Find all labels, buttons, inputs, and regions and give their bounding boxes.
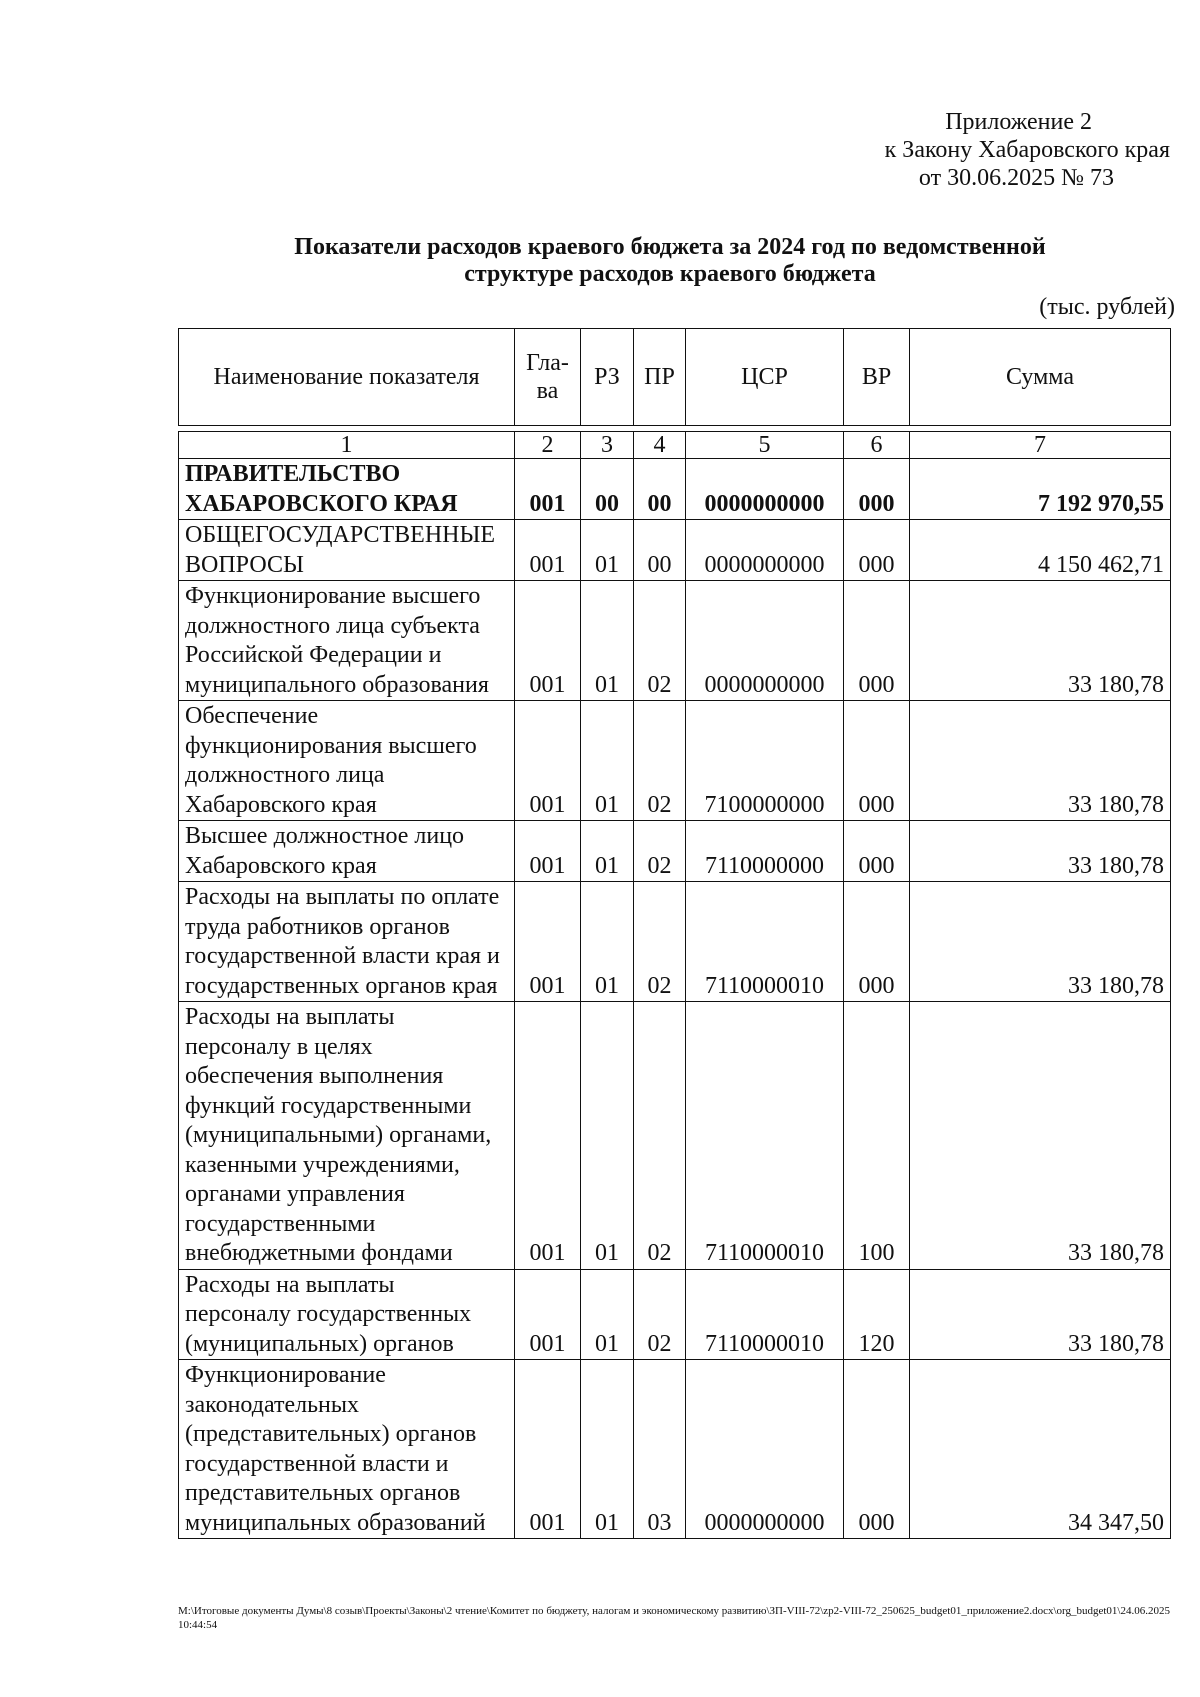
row-vr: 100	[844, 1002, 910, 1270]
row-name-line: муниципального образования	[185, 671, 489, 698]
header-sum: Сумма	[910, 329, 1171, 426]
row-pr: 03	[634, 1360, 686, 1539]
row-name	[179, 882, 515, 1002]
row-name-line: государственных органов края	[185, 972, 498, 999]
row-csr: 7110000010	[686, 1269, 844, 1360]
row-sum: 33 180,78	[910, 882, 1171, 1002]
row-pr: 00	[634, 459, 686, 520]
row-name-line: ПРАВИТЕЛЬСТВО	[185, 461, 401, 487]
row-rz: 01	[581, 882, 634, 1002]
row-sum: 33 180,78	[910, 821, 1171, 882]
row-glava: 001	[515, 1360, 581, 1539]
table-row	[179, 520, 1171, 581]
row-pr: 02	[634, 581, 686, 701]
row-sum: 7 192 970,55	[910, 459, 1171, 520]
row-name-line: Обеспечение	[185, 703, 319, 729]
row-name-line: Функционирование высшего	[185, 583, 481, 609]
row-vr: 000	[844, 882, 910, 1002]
row-sum: 34 347,50	[910, 1360, 1171, 1539]
column-numbers-row	[179, 432, 1171, 459]
annex-number: Приложение 2	[945, 109, 1092, 135]
row-name-line: обеспечения выполнения	[185, 1063, 444, 1089]
column-number: 2	[515, 432, 581, 459]
header-csr: ЦСР	[686, 329, 844, 426]
column-number: 7	[910, 432, 1171, 459]
row-name	[179, 701, 515, 821]
row-vr: 000	[844, 701, 910, 821]
header-glava	[515, 329, 581, 426]
column-number: 3	[581, 432, 634, 459]
row-csr: 0000000000	[686, 459, 844, 520]
row-rz: 01	[581, 1269, 634, 1360]
table-row	[179, 1269, 1171, 1360]
units-label: (тыс. рублей)	[1039, 294, 1175, 320]
row-name-line: Хабаровского края	[185, 852, 377, 879]
row-name	[179, 1360, 515, 1539]
row-csr: 0000000000	[686, 581, 844, 701]
row-vr: 000	[844, 520, 910, 581]
row-glava: 001	[515, 882, 581, 1002]
row-name-line: государственной власти края и	[185, 943, 500, 969]
document-title	[170, 234, 1170, 288]
header-glava-line-2: ва	[536, 378, 559, 404]
row-csr: 0000000000	[686, 1360, 844, 1539]
row-rz: 00	[581, 459, 634, 520]
row-name-line: Расходы на выплаты по оплате	[185, 884, 500, 910]
row-vr: 000	[844, 1360, 910, 1539]
row-pr: 02	[634, 1269, 686, 1360]
table-row	[179, 701, 1171, 821]
row-name	[179, 459, 515, 520]
row-vr: 000	[844, 459, 910, 520]
row-vr: 000	[844, 821, 910, 882]
row-name-line: Хабаровского края	[185, 791, 377, 818]
row-pr: 02	[634, 701, 686, 821]
row-pr: 02	[634, 1002, 686, 1270]
row-name-line: Функционирование	[185, 1362, 386, 1388]
row-name-line: функционирования высшего	[185, 732, 477, 759]
table-header	[178, 328, 1171, 426]
row-name-line: внебюджетными фондами	[185, 1240, 453, 1266]
table-row	[179, 1002, 1171, 1270]
row-name	[179, 581, 515, 701]
row-name-line: функций государственными	[185, 1092, 472, 1119]
row-name-line: труда работников органов	[185, 913, 450, 940]
row-pr: 00	[634, 520, 686, 581]
row-name-line: (муниципальных) органов	[185, 1330, 454, 1357]
row-glava: 001	[515, 581, 581, 701]
file-path-footer: М:\Итоговые документы Думы\8 созыв\Проекты\Законы\2 чтение\Комитет по бюджету, налогам и экономическому развитию\ЗП-VIII-72\zp2-VIII-72_250625_budget01_приложение2.docx\org_budget01\24.06.2025 10:44:54	[178, 1605, 1170, 1631]
row-sum: 33 180,78	[910, 1269, 1171, 1360]
row-sum: 33 180,78	[910, 701, 1171, 821]
row-name	[179, 520, 515, 581]
row-name-line: ВОПРОСЫ	[185, 551, 304, 578]
row-name-line: Российской Федерации и	[185, 642, 442, 668]
title-line-1: Показатели расходов краевого бюджета за 2024 год по ведомственной	[294, 234, 1046, 260]
row-glava: 001	[515, 701, 581, 821]
row-sum: 33 180,78	[910, 581, 1171, 701]
row-rz: 01	[581, 1360, 634, 1539]
row-name	[179, 1002, 515, 1270]
column-number: 6	[844, 432, 910, 459]
row-glava: 001	[515, 459, 581, 520]
row-name-line: органами управления	[185, 1181, 405, 1207]
row-csr: 0000000000	[686, 520, 844, 581]
column-number: 1	[179, 432, 515, 459]
row-name	[179, 821, 515, 882]
row-name-line: законодательных	[185, 1391, 359, 1418]
row-rz: 01	[581, 701, 634, 821]
table-row	[179, 1360, 1171, 1539]
row-sum: 33 180,78	[910, 1002, 1171, 1270]
row-glava: 001	[515, 1002, 581, 1270]
row-name-line: государственной власти и	[185, 1450, 449, 1477]
row-name-line: ОБЩЕГОСУДАРСТВЕННЫЕ	[185, 522, 496, 548]
header-name: Наименование показателя	[179, 329, 515, 426]
row-name-line: должностного лица	[185, 762, 385, 788]
annex-law-ref: к Закону Хабаровского края	[884, 137, 1170, 163]
header-pr: ПР	[634, 329, 686, 426]
row-pr: 02	[634, 882, 686, 1002]
row-glava: 001	[515, 821, 581, 882]
row-name-line: представительных органов	[185, 1480, 461, 1506]
row-rz: 01	[581, 1002, 634, 1270]
row-name-line: Расходы на выплаты	[185, 1004, 395, 1030]
row-pr: 02	[634, 821, 686, 882]
row-sum: 4 150 462,71	[910, 520, 1171, 581]
header-glava-line-1: Гла-	[526, 350, 569, 376]
row-rz: 01	[581, 581, 634, 701]
row-vr: 000	[844, 581, 910, 701]
title-line-2: структуре расходов краевого бюджета	[464, 261, 876, 287]
table-row	[179, 581, 1171, 701]
header-vr: ВР	[844, 329, 910, 426]
row-rz: 01	[581, 520, 634, 581]
row-csr: 7110000000	[686, 821, 844, 882]
row-name-line: должностного лица субъекта	[185, 612, 480, 639]
row-name-line: Высшее должностное лицо	[185, 823, 465, 849]
column-number: 4	[634, 432, 686, 459]
row-glava: 001	[515, 520, 581, 581]
row-glava: 001	[515, 1269, 581, 1360]
table-row	[179, 882, 1171, 1002]
row-name-line: муниципальных образований	[185, 1509, 486, 1536]
row-name-line: государственными	[185, 1210, 376, 1237]
annex-law-date: от 30.06.2025 № 73	[918, 165, 1114, 191]
row-name-line: (муниципальными) органами,	[185, 1122, 492, 1148]
table-row	[179, 821, 1171, 882]
row-csr: 7100000000	[686, 701, 844, 821]
header-rz: РЗ	[581, 329, 634, 426]
row-name-line: Расходы на выплаты	[185, 1271, 395, 1298]
row-name-line: персоналу государственных	[185, 1301, 472, 1327]
row-csr: 7110000010	[686, 1002, 844, 1270]
annex-block	[700, 108, 1170, 192]
row-name-line: ХАБАРОВСКОГО КРАЯ	[185, 490, 458, 517]
row-rz: 01	[581, 821, 634, 882]
row-name-line: (представительных) органов	[185, 1421, 477, 1447]
row-vr: 120	[844, 1269, 910, 1360]
table-row	[179, 459, 1171, 520]
row-name-line: казенными учреждениями,	[185, 1151, 460, 1178]
budget-table	[178, 431, 1171, 1539]
row-csr: 7110000010	[686, 882, 844, 1002]
column-number: 5	[686, 432, 844, 459]
row-name-line: персоналу в целях	[185, 1033, 373, 1060]
row-name	[179, 1269, 515, 1360]
